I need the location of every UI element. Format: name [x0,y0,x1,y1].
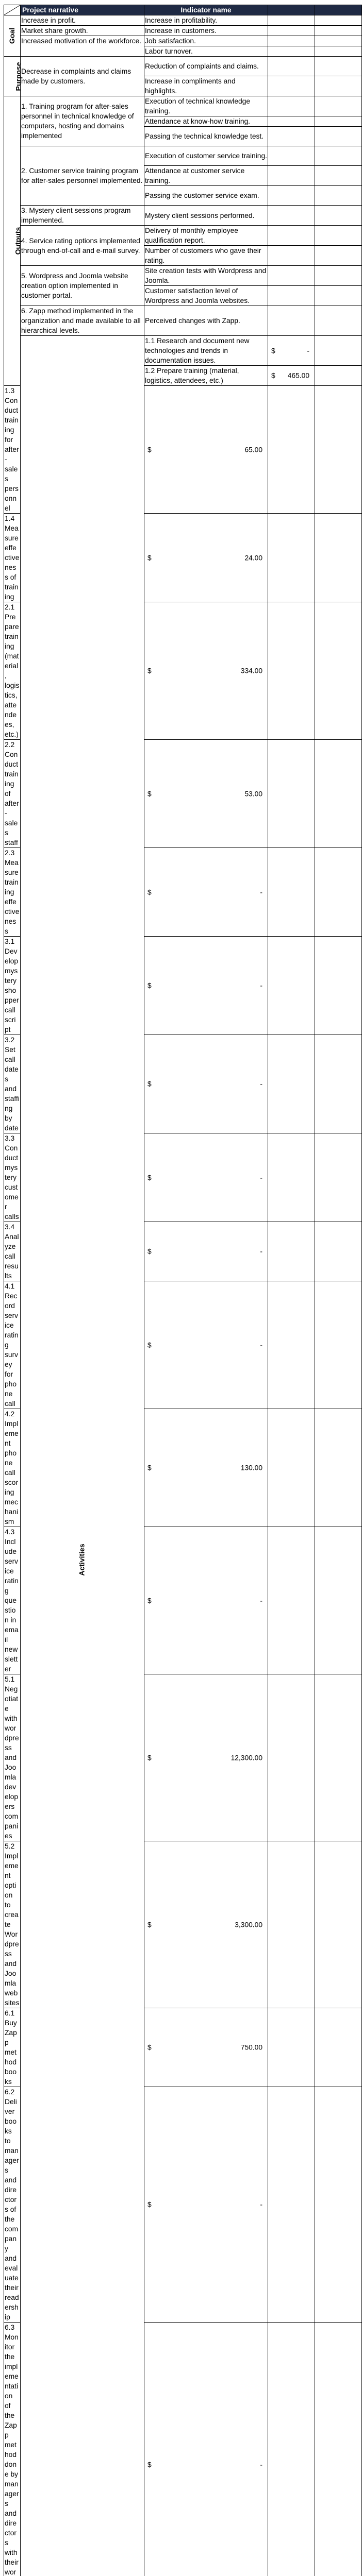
section-purpose: Purpose [4,57,21,96]
activity-cost: $ - [144,937,268,1035]
activity-label: 6.2 Deliver books to managers and directors of the company and evaluate their readership [4,2087,21,2323]
activity-label: 3.2 Set call dates and staffing by date [4,1035,21,1133]
activity-cost: $ - [144,2323,268,2576]
activity-cost: $ 334.00 [144,602,268,740]
activity-cost: $ - [144,1281,268,1409]
output-indicator: Attendance at customer service training. [144,166,268,186]
output-narrative: 3. Mystery client sessions program implemented. [21,206,144,226]
output-row [4,206,362,226]
activity-cost: $ 24.00 [144,514,268,602]
activity-label: 5.2 Implement option to create Wordpress and Joomla websites [4,1841,21,2008]
output-narrative: 2. Customer service training program for after-sales personnel implemented. [21,146,144,206]
corner-cell [4,5,21,15]
goal-narrative: Increased motivation of the workforce. [21,36,144,57]
purpose-narrative: Decrease in complaints and claims made by customers. [21,57,144,96]
output-indicator: Execution of technical knowledge training. [144,96,268,116]
header-row [4,5,362,15]
activity-label: 3.1 Develop mystery shopper call script [4,937,21,1035]
goal-indicator: Increase in profitability. [144,15,268,26]
section-outputs: Outputs [4,96,21,386]
output-indicator: Mystery client sessions performed. [144,206,268,226]
output-indicator: Perceived changes with Zapp. [144,306,268,336]
activity-cost: $ - [144,1222,268,1281]
output-narrative: 5. Wordpress and Joomla website creation option implemented in customer portal. [21,266,144,306]
activity-cost: $ 53.00 [144,740,268,848]
activity-label: 6.1 Buy Zapp method books [4,2008,21,2087]
output-row [4,96,362,116]
section-activities: Activities [21,336,144,2576]
activity-cost: $ 750.00 [144,2008,268,2087]
activity-cost: $ - [144,1133,268,1222]
output-narrative: 4. Service rating options implemented through end-of-call and e-mail survey. [21,226,144,266]
activity-cost: $ - [144,1527,268,1674]
activity-cost: $ - [268,336,315,366]
activity-cost: $ 12,300.00 [144,1674,268,1841]
purpose-indicator: Increase in compliments and highlights. [144,76,268,96]
output-indicator: Number of customers who gave their rating. [144,246,268,266]
section-goal: Goal [4,15,21,57]
purpose-indicator: Reduction of complaints and claims. [144,57,268,76]
output-indicator: Attendance at know-how training. [144,116,268,127]
output-row [4,266,362,286]
goal-indicator: Job satisfaction. [144,36,268,46]
logframe-table [4,5,362,2576]
goal-narrative: Market share growth. [21,26,144,36]
activity-cost: $ 3,300.00 [144,1841,268,2008]
goal-indicator: Increase in customers. [144,26,268,36]
activity-label: 3.3 Conduct mystery customer calls [4,1133,21,1222]
output-row [4,226,362,246]
activity-label: 5.1 Negotiate with wordpress and Joomla developers companies [4,1674,21,1841]
goal-indicator: Labor turnover. [144,46,268,57]
goal-row [4,15,362,26]
header-project-narrative: Project narrative [21,5,144,15]
activity-cost: $ - [144,1035,268,1133]
activity-cost: $ 130.00 [144,1409,268,1527]
activity-cost: $ - [144,848,268,937]
activity-label: 2.2 Conduct training of after-sales staff [4,740,21,848]
output-indicator: Customer satisfaction level of Wordpress and Joomla websites. [144,286,268,306]
output-indicator: Execution of customer service training. [144,146,268,166]
activity-cost: $ 465.00 [268,366,315,386]
output-row [4,146,362,166]
goal-narrative: Increase in profit. [21,15,144,26]
activity-cost: $ - [144,2087,268,2323]
diagonal-line-icon [4,5,20,15]
header-blank-1 [268,5,315,15]
activity-cost: $ 65.00 [144,386,268,514]
output-indicator: Passing the customer service exam. [144,186,268,206]
activity-label: 6.3 Monitor the implementation of the Zapp method done by managers and directors with their wor [4,2323,21,2576]
activity-label: 1.1 Research and document new technologies and trends in documentation issues. [144,336,268,366]
activity-label: 4.1 Record service rating survey for phone call [4,1281,21,1409]
output-narrative: 1. Training program for after-sales personnel in technical knowledge of computers, hosting and domains implemented [21,96,144,146]
header-blank-2 [315,5,362,15]
output-row [4,306,362,336]
output-indicator: Passing the technical knowledge test. [144,127,268,146]
activity-label: 1.3 Conduct training for after-sales personnel [4,386,21,514]
activity-label: 1.2 Prepare training (material, logistics, attendees, etc.) [144,366,268,386]
activity-label: 4.3 Include service rating question in email newsletter [4,1527,21,1674]
activity-row [4,336,362,366]
goal-row [4,36,362,46]
header-indicator-name: Indicator name [144,5,268,15]
activity-label: 2.1 Prepare training (material, logistics, attendees, etc.) [4,602,21,740]
goal-row [4,26,362,36]
activity-label: 3.4 Analyze call results [4,1222,21,1281]
output-indicator: Site creation tests with Wordpress and Joomla. [144,266,268,286]
purpose-row [4,57,362,76]
activity-label: 1.4 Measure effectiveness of training [4,514,21,602]
output-indicator: Delivery of monthly employee qualification report. [144,226,268,246]
activity-label: 4.2 Implement phone call scoring mechanism [4,1409,21,1527]
activity-label: 2.3 Measure training effectiveness [4,848,21,937]
output-narrative: 6. Zapp method implemented in the organization and made available to all hierarchical levels. [21,306,144,336]
